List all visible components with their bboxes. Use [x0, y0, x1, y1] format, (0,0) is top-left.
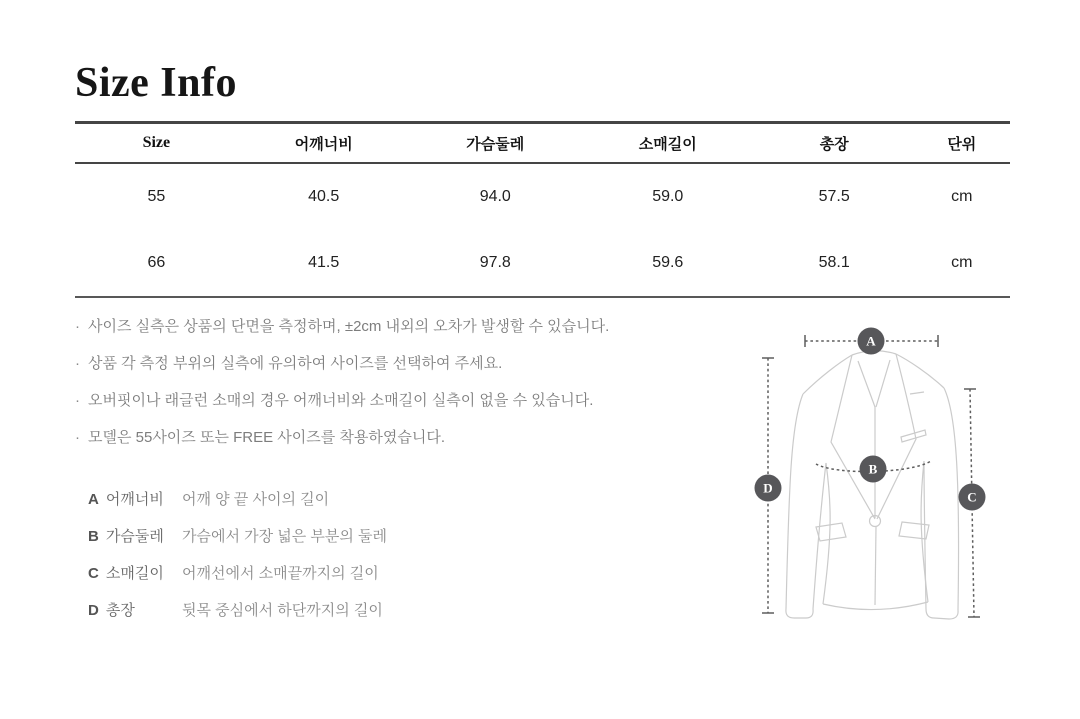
legend-description: 어깨 양 끝 사이의 길이	[182, 491, 330, 508]
table-cell: 94.0	[479, 188, 511, 205]
legend-label: 어깨너비	[105, 491, 164, 508]
legend-section	[88, 481, 387, 629]
marker-a-badge	[858, 328, 885, 355]
note-text: 사이즈 실측은 상품의 단면을 측정하며, ±2cm 내외의 오차가 발생할 수 있습니다.	[88, 318, 610, 335]
table-cell: 97.8	[479, 254, 511, 271]
table-row-size-55	[75, 164, 1010, 230]
note-item	[75, 345, 609, 382]
legend-key: A	[88, 491, 99, 508]
legend-key: B	[88, 528, 99, 545]
note-bullet: ·	[75, 392, 80, 409]
table-cell: 55	[147, 188, 166, 205]
size-table-header-length: 총장	[819, 135, 849, 153]
size-diagram	[740, 315, 1020, 645]
marker-c-letter: C	[967, 489, 977, 505]
legend-head	[88, 518, 182, 555]
size-table-header-chest: 가슴둘레	[466, 135, 525, 153]
size-table-header-unit: 단위	[947, 135, 977, 153]
legend-head	[88, 555, 182, 592]
legend-label: 소매길이	[105, 565, 164, 582]
marker-a-letter: A	[866, 333, 876, 349]
legend-head	[88, 481, 182, 518]
legend-item	[88, 555, 387, 592]
marker-d-badge	[755, 475, 782, 502]
note-text: 모델은 55사이즈 또는 FREE 사이즈를 착용하였습니다.	[88, 429, 446, 446]
note-item	[75, 308, 609, 345]
note-bullet: ·	[75, 318, 80, 335]
size-table-header-row	[75, 124, 1010, 164]
legend-description: 어깨선에서 소매끝까지의 길이	[182, 565, 379, 582]
table-cell: cm	[951, 254, 973, 271]
marker-d-letter: D	[763, 480, 773, 496]
marker-b-letter: B	[868, 461, 878, 477]
table-row-size-66	[75, 230, 1010, 296]
legend-item	[88, 518, 387, 555]
table-cell: cm	[951, 188, 973, 205]
table-cell: 40.5	[308, 188, 340, 205]
page-title: Size Info	[75, 60, 237, 106]
note-item	[75, 382, 609, 419]
notes-section	[75, 308, 609, 456]
note-bullet: ·	[75, 355, 80, 372]
size-table-header-size: Size	[142, 134, 171, 151]
note-text: 상품 각 측정 부위의 실측에 유의하여 사이즈를 선택하여 주세요.	[88, 355, 503, 372]
table-cell: 57.5	[818, 188, 850, 205]
note-text: 오버핏이나 래글런 소매의 경우 어깨너비와 소매길이 실측이 없을 수 있습니다.	[88, 392, 594, 409]
legend-item	[88, 592, 387, 629]
table-cell: 66	[147, 254, 166, 271]
legend-description: 가슴에서 가장 넓은 부분의 둘레	[182, 528, 388, 545]
size-table-header-shoulder: 어깨너비	[294, 135, 353, 153]
legend-label: 총장	[105, 602, 135, 619]
size-table	[75, 121, 1010, 298]
legend-head	[88, 592, 182, 629]
legend-key: C	[88, 565, 99, 582]
note-item	[75, 419, 609, 456]
legend-key: D	[88, 602, 99, 619]
legend-item	[88, 481, 387, 518]
jacket-line-drawing	[786, 351, 959, 619]
table-cell: 41.5	[308, 254, 340, 271]
size-table-header-sleeve: 소매길이	[638, 135, 697, 153]
marker-b-badge	[860, 456, 887, 483]
table-cell: 58.1	[818, 254, 850, 271]
table-cell: 59.0	[652, 188, 684, 205]
marker-c-badge	[959, 484, 986, 511]
legend-label: 가슴둘레	[105, 528, 164, 545]
table-cell: 59.6	[652, 254, 684, 271]
note-bullet: ·	[75, 429, 80, 446]
legend-description: 뒷목 중심에서 하단까지의 길이	[182, 602, 383, 619]
